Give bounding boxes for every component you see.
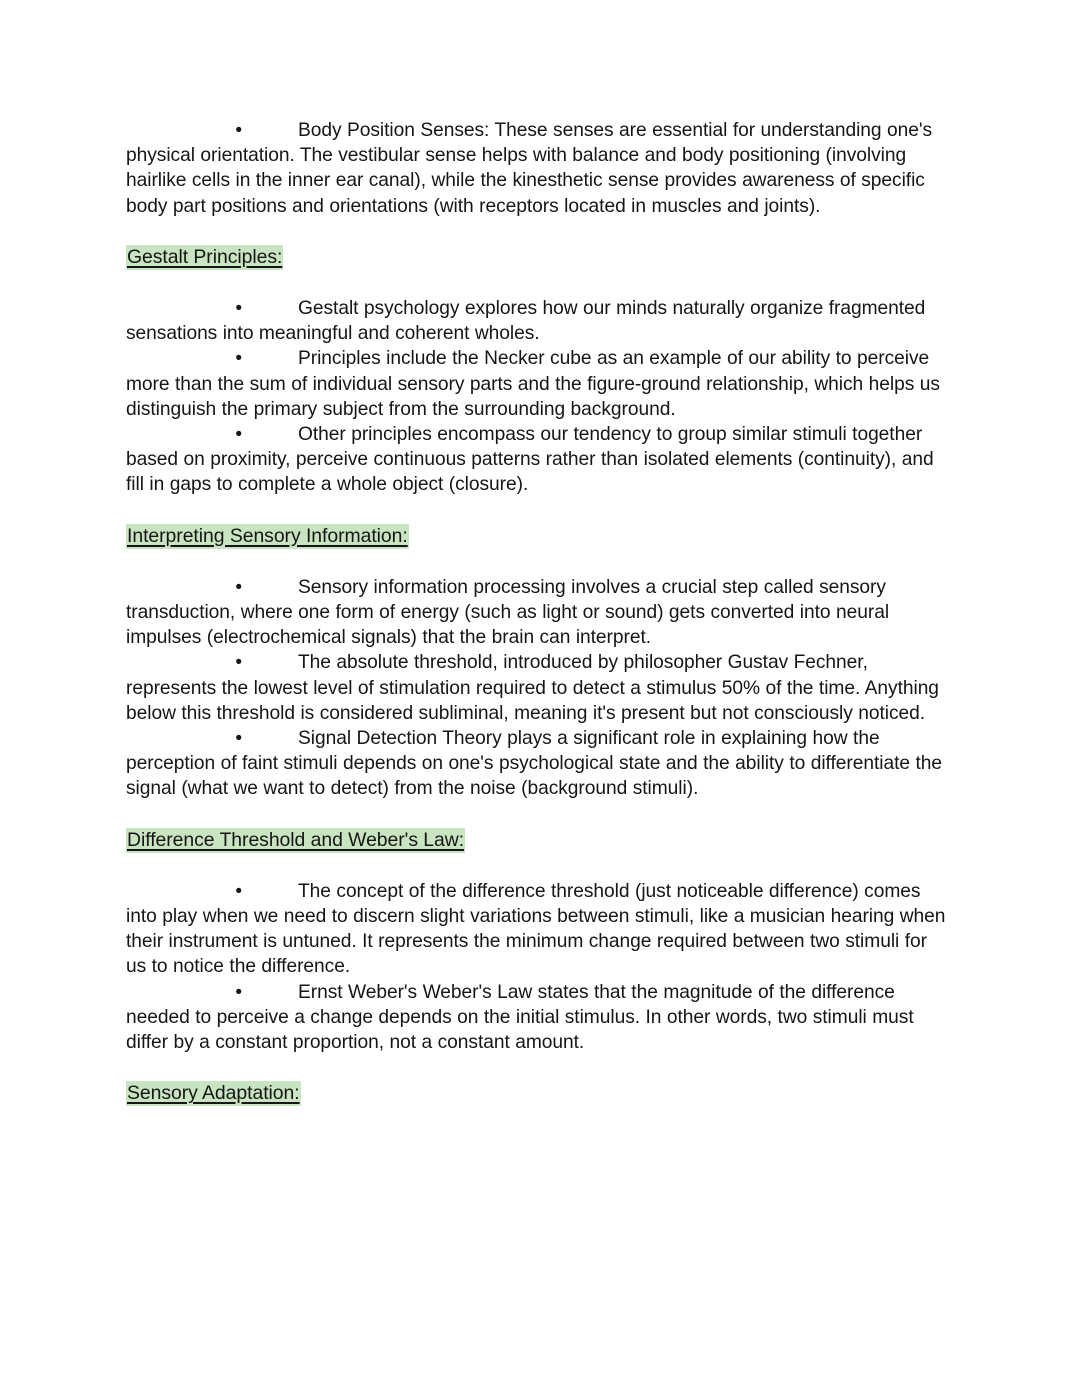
heading-gestalt-principles: Gestalt Principles: — [127, 245, 283, 268]
spacer — [126, 219, 952, 245]
heading-row-interpreting-sensory-information — [126, 524, 952, 550]
heading-row-sensory-adaptation — [126, 1081, 952, 1107]
paragraph-text: Other principles encompass our tendency to group similar stimuli together based on proximity, perceive continuous patterns rather than isolated elements (continuity), and fill in gaps to complete a whole object (closure). — [126, 424, 934, 496]
paragraph-difference-threshold-jnd — [126, 879, 952, 980]
paragraph-gestalt-psychology-organization — [126, 296, 952, 346]
bullet-glyph: • — [235, 298, 242, 320]
spacer — [126, 1055, 952, 1081]
heading-row-gestalt-principles — [126, 245, 952, 271]
bullet-glyph: • — [235, 424, 242, 446]
document-body — [126, 118, 952, 1108]
paragraph-text: The concept of the difference threshold (just noticeable difference) comes into play when we need to discern slight variations between stimuli, like a musician hearing when their instrument is untuned. It represents the minimum change required between two stimuli for us to notice the difference. — [126, 880, 946, 978]
paragraph-text: Body Position Senses: These senses are essential for understanding one's physical orientation. The vestibular sense helps with balance and body positioning (involving hairlike cells in the inner ear canal), while the kinesthetic sense provides awareness of specific body part positions and orientations (with receptors located in muscles and joints). — [126, 120, 933, 217]
spacer — [126, 802, 952, 828]
spacer — [126, 854, 952, 879]
bullet-glyph: • — [235, 120, 242, 141]
spacer — [126, 271, 952, 296]
paragraph-text: Principles include the Necker cube as an example of our ability to perceive more than the sum of individual sensory parts and the figure-ground relationship, which helps us distinguish the primary subject from the surrounding background. — [126, 348, 940, 420]
heading-difference-threshold-and-webers-law: Difference Threshold and Weber's Law: — [127, 828, 465, 851]
bullet-glyph: • — [235, 880, 242, 902]
paragraph-signal-detection-theory — [126, 726, 952, 802]
paragraph-proximity-continuity-closure — [126, 422, 952, 498]
paragraph-necker-cube-figure-ground — [126, 346, 952, 422]
paragraph-text: Signal Detection Theory plays a significant role in explaining how the perception of faint stimuli depends on one's psychological state and the ability to differentiate the signal (what we want to detect) from the noise (background stimuli). — [126, 728, 942, 800]
bullet-glyph: • — [235, 576, 242, 598]
paragraph-text: Sensory information processing involves a crucial step called sensory transduction, where one form of energy (such as light or sound) gets converted into neural impulses (electrochemical signals) that the brain can interpret. — [126, 576, 890, 649]
heading-sensory-adaptation: Sensory Adaptation: — [127, 1082, 300, 1105]
bullet-glyph: • — [235, 652, 242, 674]
bullet-glyph: • — [235, 348, 242, 370]
paragraph-absolute-threshold — [126, 650, 952, 726]
paragraph-webers-law — [126, 980, 952, 1056]
heading-row-difference-threshold-and-webers-law — [126, 828, 952, 854]
bullet-glyph: • — [235, 981, 242, 1003]
paragraph-body-position-senses — [126, 118, 952, 219]
paragraph-text: Ernst Weber's Weber's Law states that the magnitude of the difference needed to perceive a change depends on the initial stimulus. In other words, two stimuli must differ by a constant proportion, not a constant amount. — [126, 981, 914, 1054]
bullet-glyph: • — [235, 728, 242, 750]
heading-interpreting-sensory-information: Interpreting Sensory Information: — [127, 524, 408, 547]
paragraph-text: Gestalt psychology explores how our minds naturally organize fragmented sensations into meaningful and coherent wholes. — [126, 298, 926, 345]
paragraph-sensory-transduction — [126, 575, 952, 651]
spacer — [126, 550, 952, 575]
paragraph-text: The absolute threshold, introduced by philosopher Gustav Fechner, represents the lowest level of stimulation required to detect a stimulus 50% of the time. Anything below this threshold is considered subliminal, meaning it's present but not consciously noticed. — [126, 652, 939, 724]
spacer — [126, 498, 952, 524]
